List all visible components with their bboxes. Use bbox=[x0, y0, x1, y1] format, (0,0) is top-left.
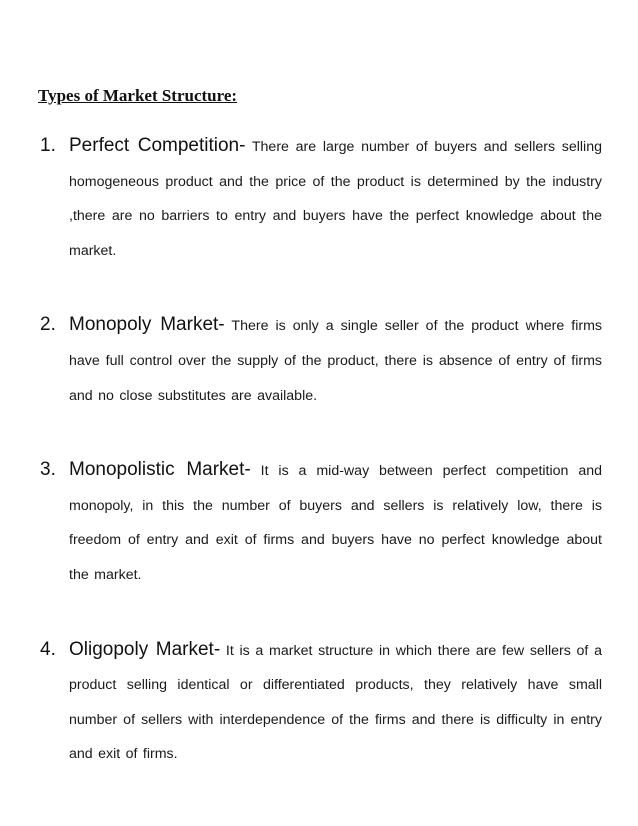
list-item-description: It is a mid-way between perfect competition and monopoly, in this the number of buyers and sellers is relatively low, there is freedom of entry and exit of firms and buyers have no perfect knowledge about the market. bbox=[69, 463, 602, 583]
list-item-number: 4. bbox=[40, 638, 56, 660]
list-item-term: Monopolistic Market- bbox=[69, 459, 251, 481]
market-structure-list bbox=[40, 129, 602, 772]
list-item-term: Perfect Competition- bbox=[69, 135, 246, 156]
list-item-monopoly-market bbox=[40, 308, 602, 413]
list-item-number: 3. bbox=[40, 459, 56, 481]
list-item-number: 2. bbox=[40, 314, 56, 336]
list-item-oligopoly-market bbox=[40, 633, 602, 772]
list-item-monopolistic-market bbox=[40, 453, 602, 592]
list-item-number: 1. bbox=[40, 135, 56, 156]
list-item-term: Oligopoly Market- bbox=[69, 638, 221, 660]
list-item-term: Monopoly Market- bbox=[69, 314, 225, 336]
list-item-description: It is a market structure in which there are few sellers of a product selling identical or differentiated products, they relatively have small number of sellers with interdependence of the firms and there is difficulty in entry and exit of firms. bbox=[69, 642, 602, 763]
list-item-description: There are large number of buyers and sellers selling homogeneous product and the price of the product is determined by the industry ,there are no barriers to entry and buyers have the perfect knowledge about the market. bbox=[69, 139, 602, 259]
page-title: Types of Market Structure: bbox=[38, 86, 238, 105]
list-item-description: There is only a single seller of the product where firms have full control over the supply of the product, there is absence of entry of firms and no close substitutes are available. bbox=[69, 318, 602, 404]
list-item-perfect-competition bbox=[40, 129, 602, 268]
